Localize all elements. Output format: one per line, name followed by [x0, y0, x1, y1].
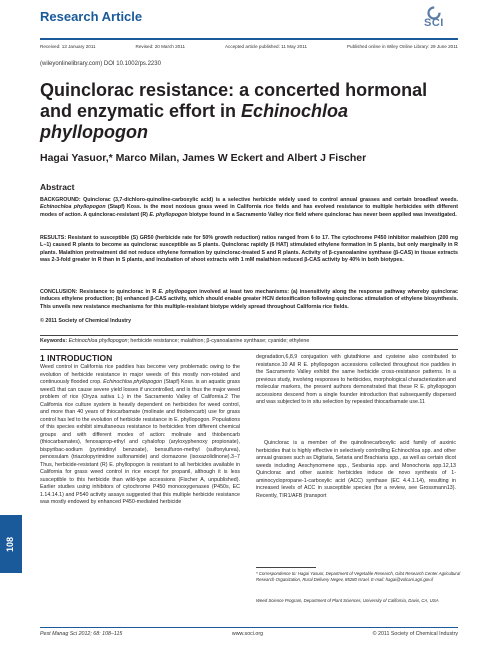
doi-link[interactable]: (wileyonlinelibrary.com) DOI 10.1002/ps.2230 [40, 61, 161, 67]
conclusion-text: Resistance to quinclorac in R [77, 289, 159, 295]
abstract-background [40, 197, 458, 219]
background-text-2: (Stapf) Koss. is the most noxious grass weed in California rice fields and has evolved resistance to multiple herbicides with different modes of action. A quinclorac-resistant (R) [40, 204, 458, 218]
received-date: Received: 13 January 2011 [40, 44, 96, 49]
background-species: Echinochloa phyllopogon [40, 204, 106, 211]
intro-col1-species: Echinochloa phyllopogon [103, 379, 163, 385]
intro-column-2-para-2: Quinclorac is a member of the quinolinecarboxylic acid family of auxinic herbicides that is highly effective in selectively controlling Echinochloa spp. and other annual grasses such as Digitaria, Setaria and Brachiaria spp., as well as certain dicot weeds including Aeschynomene spp., Sesbania spp. and Monochoria spp.12,13 Quinclorac and other auxinic herbicides induce de novo synthesis of 1-aminocyclopropane-1-carboxylic acid (ACC) synthase (EC 4.4.1.14), resulting in increased levels of ACC in susceptible species (for a review, see Grossmann13). Recently, TIR1/AFB (transport [256, 440, 456, 499]
abstract-results [40, 235, 458, 264]
keywords-list: ; herbicide resistance; malathion; β-cyanoalanine synthase; cyanide; ethylene [127, 338, 310, 344]
affiliation-footnote: Weed Science Program, Department of Plant Sciences, University of California, Davis, CA, USA [256, 598, 439, 603]
footer-copyright: © 2011 Society of Chemical Industry [372, 631, 458, 637]
revised-date: Revised: 20 March 2011 [135, 44, 185, 49]
journal-website[interactable]: www.soci.org [231, 631, 264, 637]
footer-rule [40, 627, 458, 628]
article-title [40, 80, 460, 143]
online-date: Published online in Wiley Online Library: 29 June 2011 [346, 44, 458, 49]
sci-logo [418, 6, 458, 32]
abstract-conclusion [40, 289, 458, 311]
intro-col1-text: Weed control in California rice paddies has become very problematic owing to the evolution of herbicide resistance in major weeds of this mostly non-rotated and continuously flooded crop. [40, 364, 240, 385]
title-main: Quinclorac resistance: a concerted hormonal and enzymatic effort in [40, 80, 428, 121]
conclusion-species: E. phyllopogon [158, 289, 198, 295]
conclusion-label: CONCLUSION: [40, 289, 78, 295]
conclusion-text-2: involved at least two mechanisms: (a) insensitivity along the response pathway whereby quinclorac induces ethylene production; (b) enhanced β-CAS activity, which should enable greater HCN detoxification following quinclorac stimulation of ethylene biosynthesis. This unveils new resistance mechanisms for this multiple-resistant biotype widely spread throughout California rice fields. [40, 289, 459, 310]
sci-logo-text: SCI [424, 17, 444, 29]
page-number: 108 [5, 536, 15, 552]
header-rule [40, 38, 458, 40]
journal-citation: Pest Manag Sci 2012; 68: 108–115 [40, 631, 123, 637]
article-type-label: Research Article [40, 9, 143, 24]
background-species-short: E. phyllopogon [149, 211, 188, 218]
page-footer [40, 631, 458, 637]
keywords-label: Keywords: [40, 338, 68, 344]
introduction-heading: 1 INTRODUCTION [40, 353, 113, 363]
background-text-3: biotype found in a Sacramento Valley rice field where quinclorac has never been applied was investigated. [187, 211, 457, 218]
footnote-rule [256, 567, 316, 568]
intro-col1-text-2: (Stapf) Koss. is an aquatic grass weed1 that can cause severe yield losses if uncontrolled, and is thus the major weed problem of rice (Oryza sativa L.) in the Sacramento Valley of California.2 The California rice culture system is heavily dependent on herbicides for weed control, and more than 40 years of thiocarbamate (molinate and thiobencarb) use for grass control has led to the evolution of herbicide resistance in E. phyllopogon. Populations of this species exhibit simultaneous resistance to herbicides from different chemical groups and with different modes of action: molinate and thiobencarb (thiocarbamates), fenoxaprop-ethyl and cyhalofop (aryloxyphenoxy propionate), bispyribac-sodium (pyrimidinyl benzoate), bensulfuron-methyl (sulfonylurea), penoxsulam (triazolopyrimidine sulfonamide) and clomazone (isoxazolidinone).3−7 Thus, herbicide-resistant (R) E. phyllopogon is resistant to all herbicides available in California for grass weed control in rice except for propanil, although it is less susceptible to this herbicide than wild-type accessions (Fischer A, unpublished). Earlier studies using inhibitors of cytochrome P450 monooxygenases (P450s, EC 1.14.14.1) and P540 activity assays suggested that this multiple herbicide resistance was mostly endowed by enhanced P450-mediated herbicide [40, 379, 240, 505]
intro-column-1 [40, 364, 240, 507]
abstract-heading: Abstract [40, 182, 75, 192]
intro-column-2-para-1: degradation,6,8,9 conjugation with glutathione and cysteine also contributed to resistance.10 All R E. phyllopogon accessions collected throughout rice paddies in the Sacramento Valley exhibit the same herbicide cross-resistance patterns. In a previous study, involving responses to herbicides, morphological characterization and molecular markers, the present authors demonstrated that these R E. phyllopogon accessions descend from a single founder introduction that subsequently dispersed and was subjected to in situ selection by repeated thiocarbamate use.11 [256, 354, 456, 405]
background-text: Quinclorac (3,7-dichloro-quinoline-carboxylic acid) is a selective herbicide widely used to control annual grasses and certain broadleaf weeds. [80, 197, 458, 203]
keywords-bottom-rule [40, 349, 458, 350]
results-text: Resistant to susceptible (S) GR50 (herbicide rate for 50% growth reduction) ratios ranged from 6 to 17. The cytochrome P450 inhibitor malathion (200 mg L−1) caused R plants to become as quinclorac susceptible as S plants. Quinclorac rapidly (6 HAT) stimulated ethylene formation in S plants, but only marginally in R plants. Malathion pretreatment did not reduce ethylene formation by quinclorac-treated S and R plants. Activity of β-cyanoalanine synthase (β-CAS) in tissue extracts was 2-3-fold greater in R than in S plants, and incubation of shoot extracts with 1 mM malathion reduced β-CAS activity by 40% in both biotypes. [40, 235, 458, 263]
abstract-copyright: © 2011 Society of Chemical Industry [40, 318, 132, 324]
keywords [40, 338, 309, 344]
keywords-top-rule [40, 335, 458, 336]
results-label: RESULTS: [40, 235, 67, 241]
correspondence-footnote: * Correspondence to: Hagai Yasuor, Department of Vegetable Research, Gilat Research Center Agricultural Research Organization, Rural Delivery Negev, 85280 Israel. E-mail: hagai@volcani.agri.gov.il [256, 571, 461, 582]
title-species: Echinochloa phyllopogon [40, 101, 349, 142]
keywords-species: Echinochloa phyllopogon [68, 338, 128, 344]
author-list: Hagai Yasuor,* Marco Milan, James W Eckert and Albert J Fischer [40, 152, 367, 164]
publication-dates [40, 44, 458, 49]
background-label: BACKGROUND: [40, 197, 81, 203]
accepted-date: Accepted article published: 11 May 2011 [224, 44, 308, 49]
